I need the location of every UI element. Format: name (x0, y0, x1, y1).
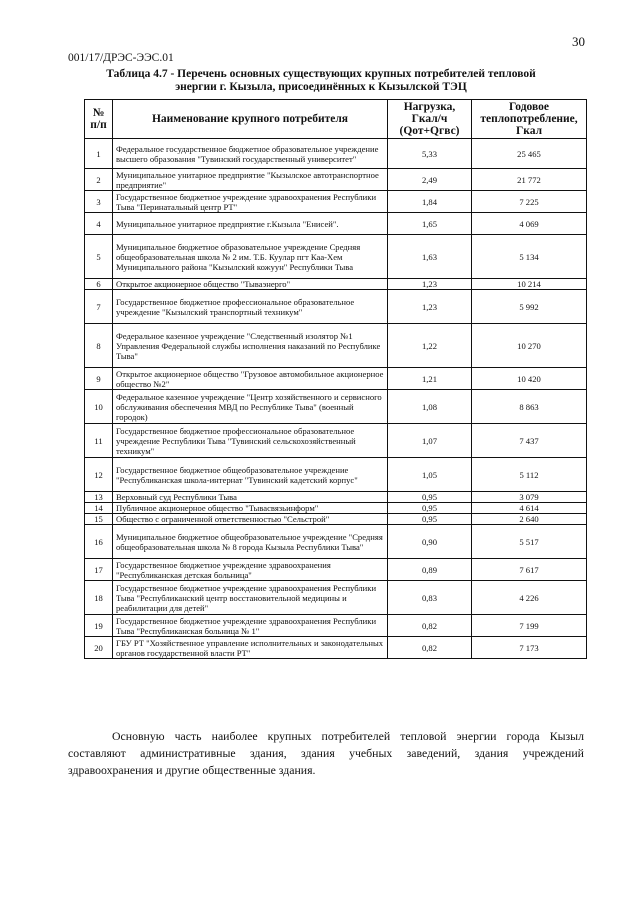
row-number: 3 (85, 191, 113, 213)
annual-consumption: 10 420 (472, 368, 587, 390)
table-row (85, 503, 587, 514)
consumer-load: 0,83 (388, 581, 472, 615)
table-row (85, 525, 587, 559)
consumer-load: 0,82 (388, 637, 472, 659)
annual-consumption: 25 465 (472, 139, 587, 169)
consumer-name: Общество с ограниченной ответственностью "Сельстрой" (113, 514, 388, 525)
consumer-name: Федеральное казенное учреждение "Следственный изолятор №1 Управления Федеральной службы исполнения наказаний по Республике Тыва" (113, 324, 388, 368)
table-row (85, 458, 587, 492)
header-consumer-name: Наименование крупного потребителя (113, 100, 388, 139)
table-row (85, 492, 587, 503)
row-number: 12 (85, 458, 113, 492)
row-number: 15 (85, 514, 113, 525)
table-row (85, 213, 587, 235)
consumer-name: Государственное бюджетное профессиональное образовательное учреждение "Кызылский транспортный техникум" (113, 290, 388, 324)
annual-consumption: 4 614 (472, 503, 587, 514)
header-annual-consumption: Годовое теплопотребление, Гкал (472, 100, 587, 139)
table-row (85, 191, 587, 213)
consumer-load: 0,82 (388, 615, 472, 637)
consumer-load: 5,33 (388, 139, 472, 169)
annual-consumption: 5 112 (472, 458, 587, 492)
consumer-load: 1,22 (388, 324, 472, 368)
consumer-load: 0,95 (388, 514, 472, 525)
row-number: 16 (85, 525, 113, 559)
row-number: 10 (85, 390, 113, 424)
consumer-name: Муниципальное унитарное предприятие г.Кызыла "Енисей". (113, 213, 388, 235)
table-title-line-2: энергии г. Кызыла, присоединённых к Кызылской ТЭЦ (175, 81, 467, 93)
annual-consumption: 7 173 (472, 637, 587, 659)
table-row (85, 368, 587, 390)
consumer-name: Публичное акционерное общество "Тывасвязьинформ" (113, 503, 388, 514)
table-row (85, 514, 587, 525)
annual-consumption: 2 640 (472, 514, 587, 525)
annual-consumption: 7 225 (472, 191, 587, 213)
consumer-name: Государственное бюджетное общеобразовательное учреждение "Республиканская школа-интернат "Тувинский кадетский корпус" (113, 458, 388, 492)
consumer-load: 1,21 (388, 368, 472, 390)
consumer-load: 1,23 (388, 279, 472, 290)
table-row (85, 424, 587, 458)
table-row (85, 169, 587, 191)
table-row (85, 235, 587, 279)
row-number: 4 (85, 213, 113, 235)
row-number: 19 (85, 615, 113, 637)
row-number: 17 (85, 559, 113, 581)
annual-consumption: 8 863 (472, 390, 587, 424)
consumer-load: 1,65 (388, 213, 472, 235)
table-row (85, 637, 587, 659)
consumer-load: 1,07 (388, 424, 472, 458)
table-row (85, 139, 587, 169)
annual-consumption: 5 992 (472, 290, 587, 324)
consumer-name: Государственное бюджетное профессиональное образовательное учреждение Республики Тыва "Тувинский сельскохозяйственный техникум" (113, 424, 388, 458)
annual-consumption: 5 517 (472, 525, 587, 559)
consumer-load: 1,84 (388, 191, 472, 213)
consumer-name: Государственное бюджетное учреждение здравоохранения Республики Тыва "Республиканский центр восстановительной медицины и реабилитации для детей" (113, 581, 388, 615)
consumer-name: Государственное бюджетное учреждение здравоохранения "Республиканская детская больница" (113, 559, 388, 581)
consumer-name: Государственное бюджетное учреждение здравоохранения Республики Тыва "Республиканская больница № 1" (113, 615, 388, 637)
table-row (85, 324, 587, 368)
table-title (60, 68, 582, 94)
row-number: 18 (85, 581, 113, 615)
annual-consumption: 7 199 (472, 615, 587, 637)
consumer-load: 0,90 (388, 525, 472, 559)
consumer-name: Муниципальное унитарное предприятие "Кызылское автотранспортное предприятие" (113, 169, 388, 191)
consumer-name: Муниципальное бюджетное общеобразовательное учреждение "Средняя общеобразовательная школа № 8 города Кызыла Республики Тыва" (113, 525, 388, 559)
row-number: 9 (85, 368, 113, 390)
table-row (85, 279, 587, 290)
annual-consumption: 4 226 (472, 581, 587, 615)
table-row (85, 390, 587, 424)
page-number: 30 (572, 34, 585, 49)
table-row (85, 559, 587, 581)
annual-consumption: 3 079 (472, 492, 587, 503)
table-row (85, 581, 587, 615)
document-code: 001/17/ДРЭС-ЭЭС.01 (68, 52, 174, 64)
consumer-name: ГБУ РТ "Хозяйственное управление исполнительных и законодательных органов государственной власти РТ" (113, 637, 388, 659)
annual-consumption: 21 772 (472, 169, 587, 191)
annual-consumption: 4 069 (472, 213, 587, 235)
table-title-line-1: Таблица 4.7 - Перечень основных существующих крупных потребителей тепловой (106, 68, 536, 80)
row-number: 6 (85, 279, 113, 290)
row-number: 14 (85, 503, 113, 514)
header-number: № п/п (85, 100, 113, 139)
table-row (85, 615, 587, 637)
row-number: 7 (85, 290, 113, 324)
summary-paragraph: Основную часть наиболее крупных потребителей тепловой энергии города Кызыл составляют административные здания, здания учебных заведений, здания учреждений здравоохранения и другие общественные здания. (68, 729, 584, 777)
consumer-load: 1,23 (388, 290, 472, 324)
consumer-name: Муниципальное бюджетное образовательное учреждение Средняя общеобразовательная школа № 2 им. Т.Б. Куулар пгт Каа-Хем Муниципального района "Кызылский кожуун" Республики Тыва (113, 235, 388, 279)
annual-consumption: 10 270 (472, 324, 587, 368)
consumer-load: 0,89 (388, 559, 472, 581)
consumer-load: 1,05 (388, 458, 472, 492)
header-load: Нагрузка, Гкал/ч (Qот+Qгвс) (388, 100, 472, 139)
consumers-table (84, 99, 587, 659)
consumer-load: 0,95 (388, 503, 472, 514)
row-number: 1 (85, 139, 113, 169)
table-body (85, 139, 587, 659)
table-header-row (85, 100, 587, 139)
row-number: 20 (85, 637, 113, 659)
annual-consumption: 10 214 (472, 279, 587, 290)
consumer-name: Открытое акционерное общество "Грузовое автомобильное акционерное общество №2" (113, 368, 388, 390)
table-row (85, 290, 587, 324)
row-number: 5 (85, 235, 113, 279)
consumer-name: Государственное бюджетное учреждение здравоохранения Республики Тыва "Перинатальный центр РТ" (113, 191, 388, 213)
consumer-name: Федеральное казенное учреждение "Центр хозяйственного и сервисного обслуживания обеспечения МВД по Республике Тыва" (военный городок) (113, 390, 388, 424)
consumer-load: 1,63 (388, 235, 472, 279)
annual-consumption: 5 134 (472, 235, 587, 279)
consumer-load: 0,95 (388, 492, 472, 503)
consumer-name: Верховный суд Республики Тыва (113, 492, 388, 503)
annual-consumption: 7 437 (472, 424, 587, 458)
row-number: 2 (85, 169, 113, 191)
row-number: 11 (85, 424, 113, 458)
row-number: 13 (85, 492, 113, 503)
annual-consumption: 7 617 (472, 559, 587, 581)
consumer-name: Открытое акционерное общество "Тываэнерго" (113, 279, 388, 290)
consumer-load: 1,08 (388, 390, 472, 424)
consumer-name: Федеральное государственное бюджетное образовательное учреждение высшего образования "Тувинский государственный университет" (113, 139, 388, 169)
row-number: 8 (85, 324, 113, 368)
consumer-load: 2,49 (388, 169, 472, 191)
